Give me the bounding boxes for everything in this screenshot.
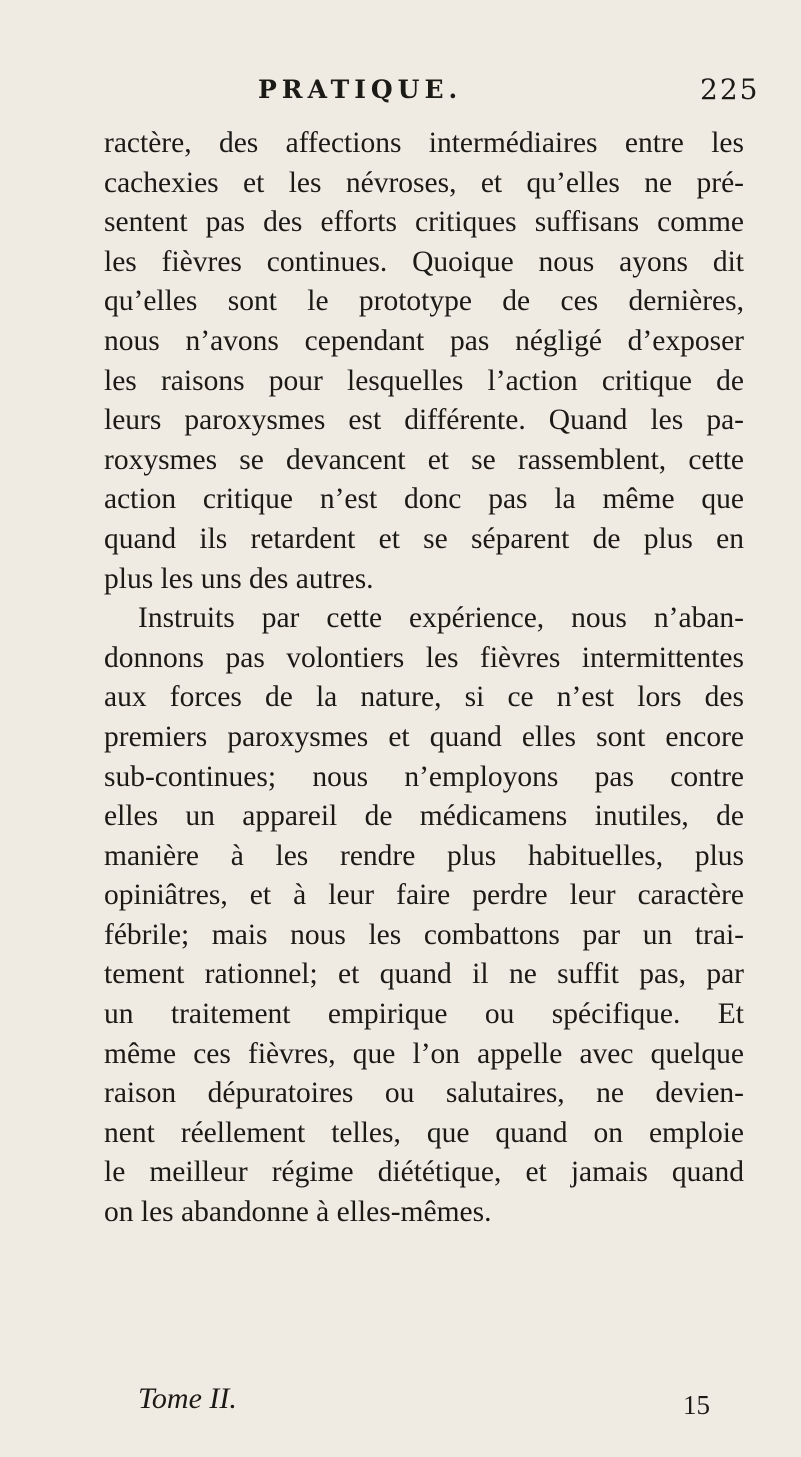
text-line: quand ils retardent et se séparent de plus en xyxy=(104,522,744,555)
text-line: nent réellement telles, que quand on emploie xyxy=(104,1116,744,1149)
text-line: opiniâtres, et à leur faire perdre leur caractère xyxy=(104,879,744,912)
text-line: sentent pas des efforts critiques suffisans comme xyxy=(104,206,744,239)
text-line: nous n’avons cependant pas négligé d’exposer xyxy=(104,324,744,357)
text-line: Instruits par cette expérience, nous n’aban- xyxy=(138,602,744,635)
text-line: donnons pas volontiers les fièvres intermittentes xyxy=(104,641,744,674)
volume-signature: Tome II. xyxy=(138,1382,237,1415)
text-line: sub-continues; nous n’employons pas contre xyxy=(104,760,744,793)
page-number: 225 xyxy=(700,73,760,106)
text-line: raison dépuratoires ou salutaires, ne devien- xyxy=(104,1077,744,1110)
text-line: les raisons pour lesquelles l’action critique de xyxy=(104,364,744,397)
signature-mark: 15 xyxy=(683,1390,710,1420)
text-line: on les abandonne à elles-mêmes. xyxy=(104,1196,492,1229)
text-line: le meilleur régime diététique, et jamais quand xyxy=(104,1156,744,1189)
text-line: roxysmes se devancent et se rassemblent, cette xyxy=(104,443,744,476)
text-line: fébrile; mais nous les combattons par un trai- xyxy=(104,918,744,951)
text-line: plus les uns des autres. xyxy=(104,562,374,595)
text-line: elles un appareil de médicamens inutiles, de xyxy=(104,800,744,833)
text-line: aux forces de la nature, si ce n’est lors des xyxy=(104,681,744,714)
text-line: manière à les rendre plus habituelles, plus xyxy=(104,839,744,872)
page-header xyxy=(0,74,801,114)
text-line: qu’elles sont le prototype de ces dernières, xyxy=(104,285,744,318)
text-line: action critique n’est donc pas la même que xyxy=(104,483,744,516)
page-footer xyxy=(0,1381,801,1421)
text-line: leurs paroxysmes est différente. Quand les pa- xyxy=(104,404,744,437)
text-line: tement rationnel; et quand il ne suffit pas, par xyxy=(104,958,744,991)
text-line: les fièvres continues. Quoique nous ayons dit xyxy=(104,245,744,278)
text-line: même ces fièvres, que l’on appelle avec quelque xyxy=(104,1037,744,1070)
body-text xyxy=(104,124,744,1233)
text-line: premiers paroxysmes et quand elles sont encore xyxy=(104,720,744,753)
text-line: cachexies et les névroses, et qu’elles ne pré- xyxy=(104,166,744,199)
running-head: PRATIQUE. xyxy=(258,75,463,104)
text-line: ractère, des affections intermédiaires entre les xyxy=(104,127,744,159)
text-line: un traitement empirique ou spécifique. Et xyxy=(104,998,744,1031)
